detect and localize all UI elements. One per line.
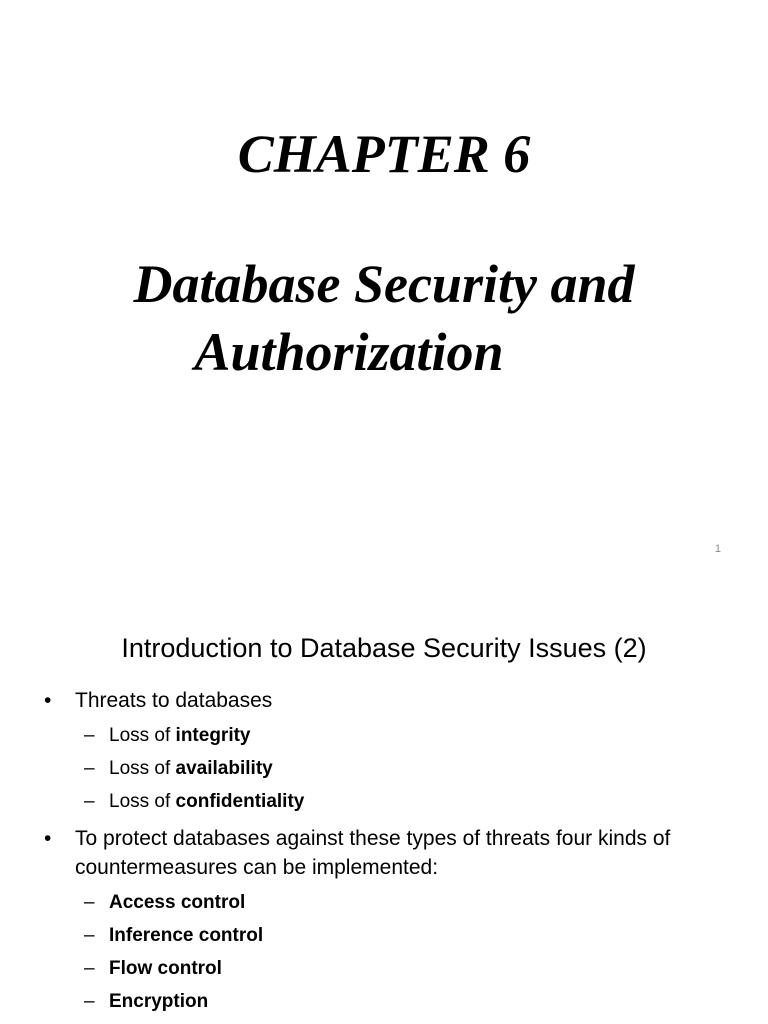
dash-icon: – [84,725,95,746]
sub-item-bold: Flow control [109,958,222,979]
sub-list-countermeasures [75,886,734,1018]
sub-item-inference-control [84,919,734,952]
sub-item-bold: Inference control [109,925,264,946]
sub-item-bold: Encryption [109,991,209,1012]
sub-item-bold: confidentiality [175,791,305,812]
sub-item-prefix: Loss of [109,758,176,779]
chapter-title-line-2: Authorization [194,322,504,382]
sub-item-bold: availability [175,758,273,779]
slide-number: 1 [714,543,721,555]
sub-item-prefix: Loss of [109,725,176,746]
sub-item-prefix: Loss of [109,791,176,812]
chapter-title-line-1: Database Security and [133,254,635,314]
sub-item-bold: integrity [175,725,251,746]
dash-icon: – [84,791,95,812]
bullet-threats [44,686,734,818]
sub-item-encryption [84,985,734,1018]
bullet-text: Threats to databases [75,689,273,712]
sub-item-integrity [84,719,734,752]
content-slide [0,576,768,1024]
sub-list-threats [75,719,734,818]
sub-item-flow-control [84,952,734,985]
slide-title: Introduction to Database Security Issues (2) [121,633,647,663]
sub-item-availability [84,752,734,785]
bullet-list [44,686,734,1024]
dash-icon: – [84,758,95,779]
bullet-icon: • [44,827,52,850]
dash-icon: – [84,925,95,946]
sub-item-bold: Access control [109,892,246,913]
sub-item-access-control [84,886,734,919]
bullet-icon: • [44,689,52,712]
dash-icon: – [84,892,95,913]
bullet-text: To protect databases against these types of threats four kinds of countermeasures can be implemented: [75,827,671,879]
dash-icon: – [84,991,95,1012]
chapter-title [0,250,768,386]
bullet-countermeasures [44,824,734,1018]
chapter-heading: CHAPTER 6 [237,124,531,184]
dash-icon: – [84,958,95,979]
sub-item-confidentiality [84,785,734,818]
